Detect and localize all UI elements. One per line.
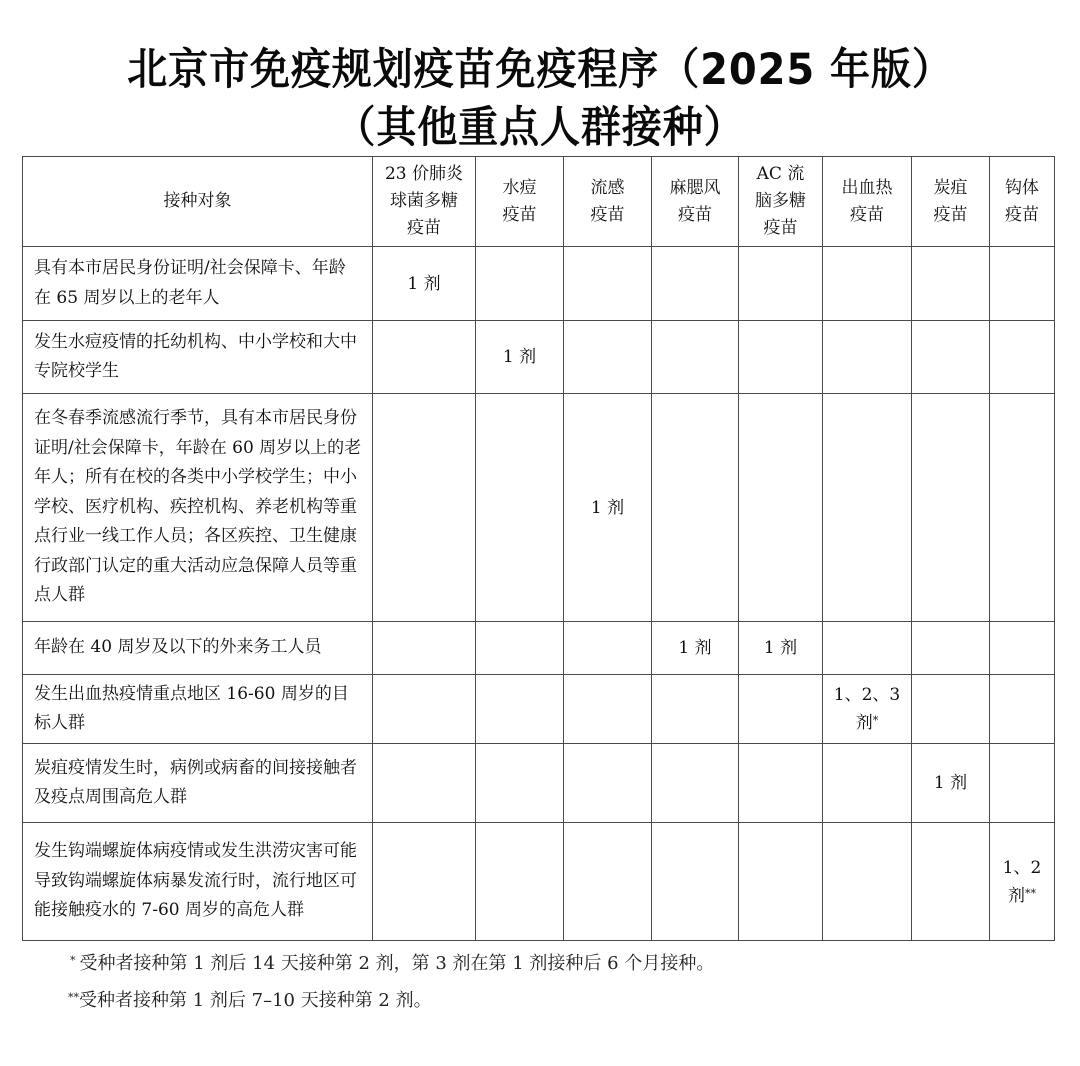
dose-cell — [476, 247, 564, 321]
dose-cell — [823, 622, 912, 675]
dose-cell — [912, 321, 990, 394]
footnote-text: 受种者接种第 1 剂后 14 天接种第 2 剂，第 3 剂在第 1 剂接种后 6 个月接种。 — [79, 953, 715, 974]
dose-cell — [476, 675, 564, 744]
footnote-mark: * — [872, 714, 879, 727]
footnote-mark: ** — [1025, 886, 1036, 900]
dose-cell — [476, 394, 564, 622]
dose-cell — [373, 321, 476, 394]
dose-cell — [652, 321, 739, 394]
header-row — [23, 157, 1055, 247]
header-vaccine: 23 价肺炎 球菌多糖 疫苗 — [373, 157, 476, 247]
dose-cell — [912, 675, 990, 744]
dose-cell — [739, 321, 823, 394]
dose-cell — [990, 394, 1055, 622]
dose-cell — [564, 744, 652, 823]
dose-cell — [912, 823, 990, 941]
dose-cell — [739, 744, 823, 823]
dose-cell: 1 剂 — [373, 247, 476, 321]
vaccination-schedule-table — [22, 156, 1055, 941]
table-row — [23, 675, 1055, 744]
dose-cell — [823, 823, 912, 941]
dose-cell — [823, 394, 912, 622]
footnote-1 — [70, 951, 714, 977]
dose-cell — [476, 622, 564, 675]
table-row — [23, 394, 1055, 622]
table-row — [23, 247, 1055, 321]
dose-cell — [990, 321, 1055, 394]
target-cell: 具有本市居民身份证明/社会保障卡、年龄在 65 周岁以上的老年人 — [23, 247, 373, 321]
dose-cell — [823, 744, 912, 823]
dose-cell — [823, 247, 912, 321]
dose-cell: 1 剂 — [912, 744, 990, 823]
dose-cell — [373, 675, 476, 744]
dose-cell — [373, 744, 476, 823]
dose-cell — [652, 394, 739, 622]
dose-cell — [373, 622, 476, 675]
dose-cell — [990, 675, 1055, 744]
dose-cell — [739, 823, 823, 941]
dose-cell — [652, 247, 739, 321]
dose-cell — [739, 394, 823, 622]
dose-cell — [564, 247, 652, 321]
header-target: 接种对象 — [23, 157, 373, 247]
header-vaccine: 炭疽 疫苗 — [912, 157, 990, 247]
table-row — [23, 823, 1055, 941]
header-vaccine: 出血热 疫苗 — [823, 157, 912, 247]
dose-cell — [652, 675, 739, 744]
dose-cell — [652, 823, 739, 941]
dose-cell — [373, 394, 476, 622]
footnote-2 — [68, 988, 432, 1014]
target-cell: 发生钩端螺旋体病疫情或发生洪涝灾害可能导致钩端螺旋体病暴发流行时，流行地区可能接触疫水的 7-60 周岁的高危人群 — [23, 823, 373, 941]
dose-cell — [739, 675, 823, 744]
table-row — [23, 622, 1055, 675]
table-row — [23, 321, 1055, 394]
dose-cell — [990, 744, 1055, 823]
dose-cell — [912, 622, 990, 675]
dose-cell — [564, 622, 652, 675]
footnote-text: 受种者接种第 1 剂后 7–10 天接种第 2 剂。 — [79, 990, 432, 1011]
dose-cell — [476, 823, 564, 941]
target-cell: 年龄在 40 周岁及以下的外来务工人员 — [23, 622, 373, 675]
header-vaccine: 钩体 疫苗 — [990, 157, 1055, 247]
dose-cell — [564, 823, 652, 941]
table-row — [23, 744, 1055, 823]
header-vaccine: 流感 疫苗 — [564, 157, 652, 247]
dose-cell — [739, 247, 823, 321]
target-cell: 在冬春季流感流行季节，具有本市居民身份证明/社会保障卡，年龄在 60 周岁以上的老年人；所有在校的各类中小学校学生；中小学校、医疗机构、疾控机构、养老机构等重点行业一线工作人员；各区疾控、卫生健康行政部门认定的重大活动应急保障人员等重点人群 — [23, 394, 373, 622]
dose-cell: 1 剂 — [739, 622, 823, 675]
header-vaccine: 麻腮风 疫苗 — [652, 157, 739, 247]
document-title: 北京市免疫规划疫苗免疫程序（2025 年版） — [127, 45, 953, 95]
dose-cell — [912, 247, 990, 321]
target-cell: 炭疽疫情发生时，病例或病畜的间接接触者及疫点周围高危人群 — [23, 744, 373, 823]
footnote-mark: ** — [68, 991, 79, 1004]
footnote-mark: * — [70, 954, 76, 967]
dose-cell-hemorrhagic-fever: 1、2、3 剂* — [823, 675, 912, 744]
dose-cell — [476, 744, 564, 823]
dose-cell-leptospira: 1、2 剂** — [990, 823, 1055, 941]
dose-cell: 1 剂 — [564, 394, 652, 622]
dose-cell — [564, 675, 652, 744]
target-cell: 发生出血热疫情重点地区 16-60 周岁的目标人群 — [23, 675, 373, 744]
document-subtitle: （其他重点人群接种） — [335, 103, 745, 153]
dose-cell: 1 剂 — [652, 622, 739, 675]
dose-cell — [912, 394, 990, 622]
dose-cell — [373, 823, 476, 941]
header-vaccine: AC 流 脑多糖 疫苗 — [739, 157, 823, 247]
dose-cell — [564, 321, 652, 394]
dose-cell — [823, 321, 912, 394]
dose-cell: 1 剂 — [476, 321, 564, 394]
dose-cell — [990, 622, 1055, 675]
header-vaccine: 水痘 疫苗 — [476, 157, 564, 247]
dose-cell — [652, 744, 739, 823]
target-cell: 发生水痘疫情的托幼机构、中小学校和大中专院校学生 — [23, 321, 373, 394]
dose-cell — [990, 247, 1055, 321]
